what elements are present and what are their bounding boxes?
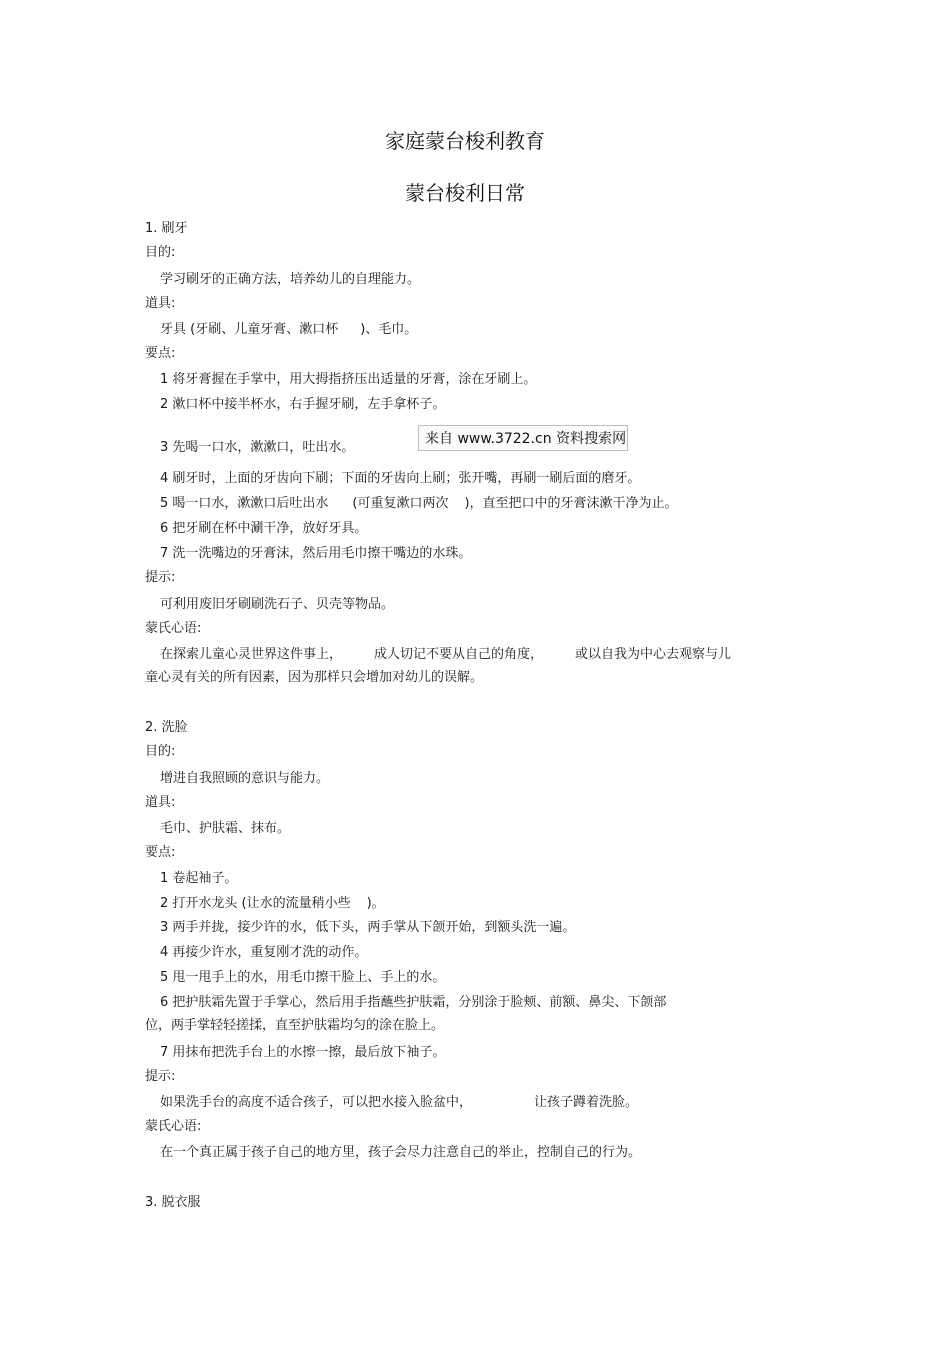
section-2-purpose-label: 目的: [145,744,176,759]
section-2-point-6-line-1: 6 把护肤霜先置于手掌心，然后用手指蘸些护肤霜，分别涂于脸颊、前额、鼻尖、下颌部 [160,995,667,1010]
section-2-point-6-line-2: 位，两手掌轻轻搓揉，直至护肤霜均匀的涂在脸上。 [145,1018,445,1033]
section-2-point-4: 4 再接少许水，重复刚才洗的动作。 [160,945,368,960]
section-1-point-4: 4 刷牙时，上面的牙齿向下刷；下面的牙齿向上刷；张开嘴，再刷一刷后面的磨牙。 [160,471,641,486]
section-2-tip-part-b: 让孩子蹲着洗脸。 [534,1095,639,1110]
section-3-heading: 3. 脱衣服 [145,1195,201,1210]
section-1-purpose-label: 目的: [145,245,176,260]
section-2-point-2-part-b: )。 [366,896,385,911]
section-1-point-3: 3 先喝一口水，漱漱口，吐出水。 [160,440,355,455]
section-1-point-1: 1 将牙膏握在手掌中，用大拇指挤压出适量的牙膏，涂在牙刷上。 [160,372,537,387]
section-1-quote-line-2: 童心灵有关的所有因素，因为那样只会增加对幼儿的误解。 [145,670,484,685]
section-1-tools-part-a: 牙具 (牙刷、儿童牙膏、漱口杯 [160,322,339,337]
document-title: 家庭蒙台梭利教育 [385,129,545,153]
section-2-tip-label: 提示: [145,1069,176,1084]
section-2-tools-label: 道具: [145,795,176,810]
source-watermark: 来自 www.3722.cn 资料搜索网 [418,425,628,451]
section-1-quote-part-a: 在探索儿童心灵世界这件事上， [160,647,343,662]
section-2-heading: 2. 洗脸 [145,720,188,735]
section-1-tip: 可利用废旧牙刷刷洗石子、贝壳等物品。 [160,597,395,612]
section-2-tools: 毛巾、护肤霜、抹布。 [160,821,291,836]
section-1-point-2: 2 漱口杯中接半杯水，右手握牙刷，左手拿杯子。 [160,397,446,412]
section-1-quote-label: 蒙氏心语: [145,621,202,636]
section-2-point-3: 3 两手并拢，接少许的水，低下头，两手掌从下颌开始，到额头洗一遍。 [160,920,576,935]
section-2-point-1: 1 卷起袖子。 [160,871,238,886]
section-2-point-2 [160,894,385,914]
section-1-point-5-part-b: (可重复漱口两次 [352,496,449,511]
section-1-tip-label: 提示: [145,570,176,585]
section-2-points-label: 要点: [145,845,176,860]
section-1-quote-part-b: 成人切记不要从自己的角度， [374,647,544,662]
section-2-quote: 在一个真正属于孩子自己的地方里，孩子会尽力注意自己的举止，控制自己的行为。 [160,1145,642,1160]
section-1-point-7: 7 洗一洗嘴边的牙膏沫，然后用毛巾擦干嘴边的水珠。 [160,546,472,561]
section-1-tools-label: 道具: [145,296,176,311]
section-1-quote-line-1 [160,645,731,665]
section-1-tools-part-b: )、毛巾。 [360,322,418,337]
section-2-purpose: 增进自我照顾的意识与能力。 [160,771,330,786]
section-1-point-6: 6 把牙刷在杯中涮干净，放好牙具。 [160,521,368,536]
section-1-purpose: 学习刷牙的正确方法，培养幼儿的自理能力。 [160,272,421,287]
section-2-tip-part-a: 如果洗手台的高度不适合孩子，可以把水接入脸盆中， [160,1095,473,1110]
section-2-point-2-part-a: 2 打开水龙头 (让水的流量稍小些 [160,896,351,911]
section-1-tools [160,320,417,340]
section-2-tip [160,1093,638,1113]
section-1-point-5-part-c: )，直至把口中的牙膏沫漱干净为止。 [464,496,678,511]
section-1-points-label: 要点: [145,346,176,361]
section-1-quote-part-c: 或以自我为中心去观察与儿 [575,647,732,662]
section-2-quote-label: 蒙氏心语: [145,1119,202,1134]
section-1-point-5 [160,494,678,514]
section-1-point-5-part-a: 5 喝一口水，漱漱口后吐出水 [160,496,329,511]
section-2-point-5: 5 甩一甩手上的水，用毛巾擦干脸上、手上的水。 [160,970,446,985]
document-subtitle: 蒙台梭利日常 [405,181,525,205]
section-2-point-7: 7 用抹布把洗手台上的水擦一擦，最后放下袖子。 [160,1045,446,1060]
section-1-heading: 1. 刷牙 [145,221,188,236]
